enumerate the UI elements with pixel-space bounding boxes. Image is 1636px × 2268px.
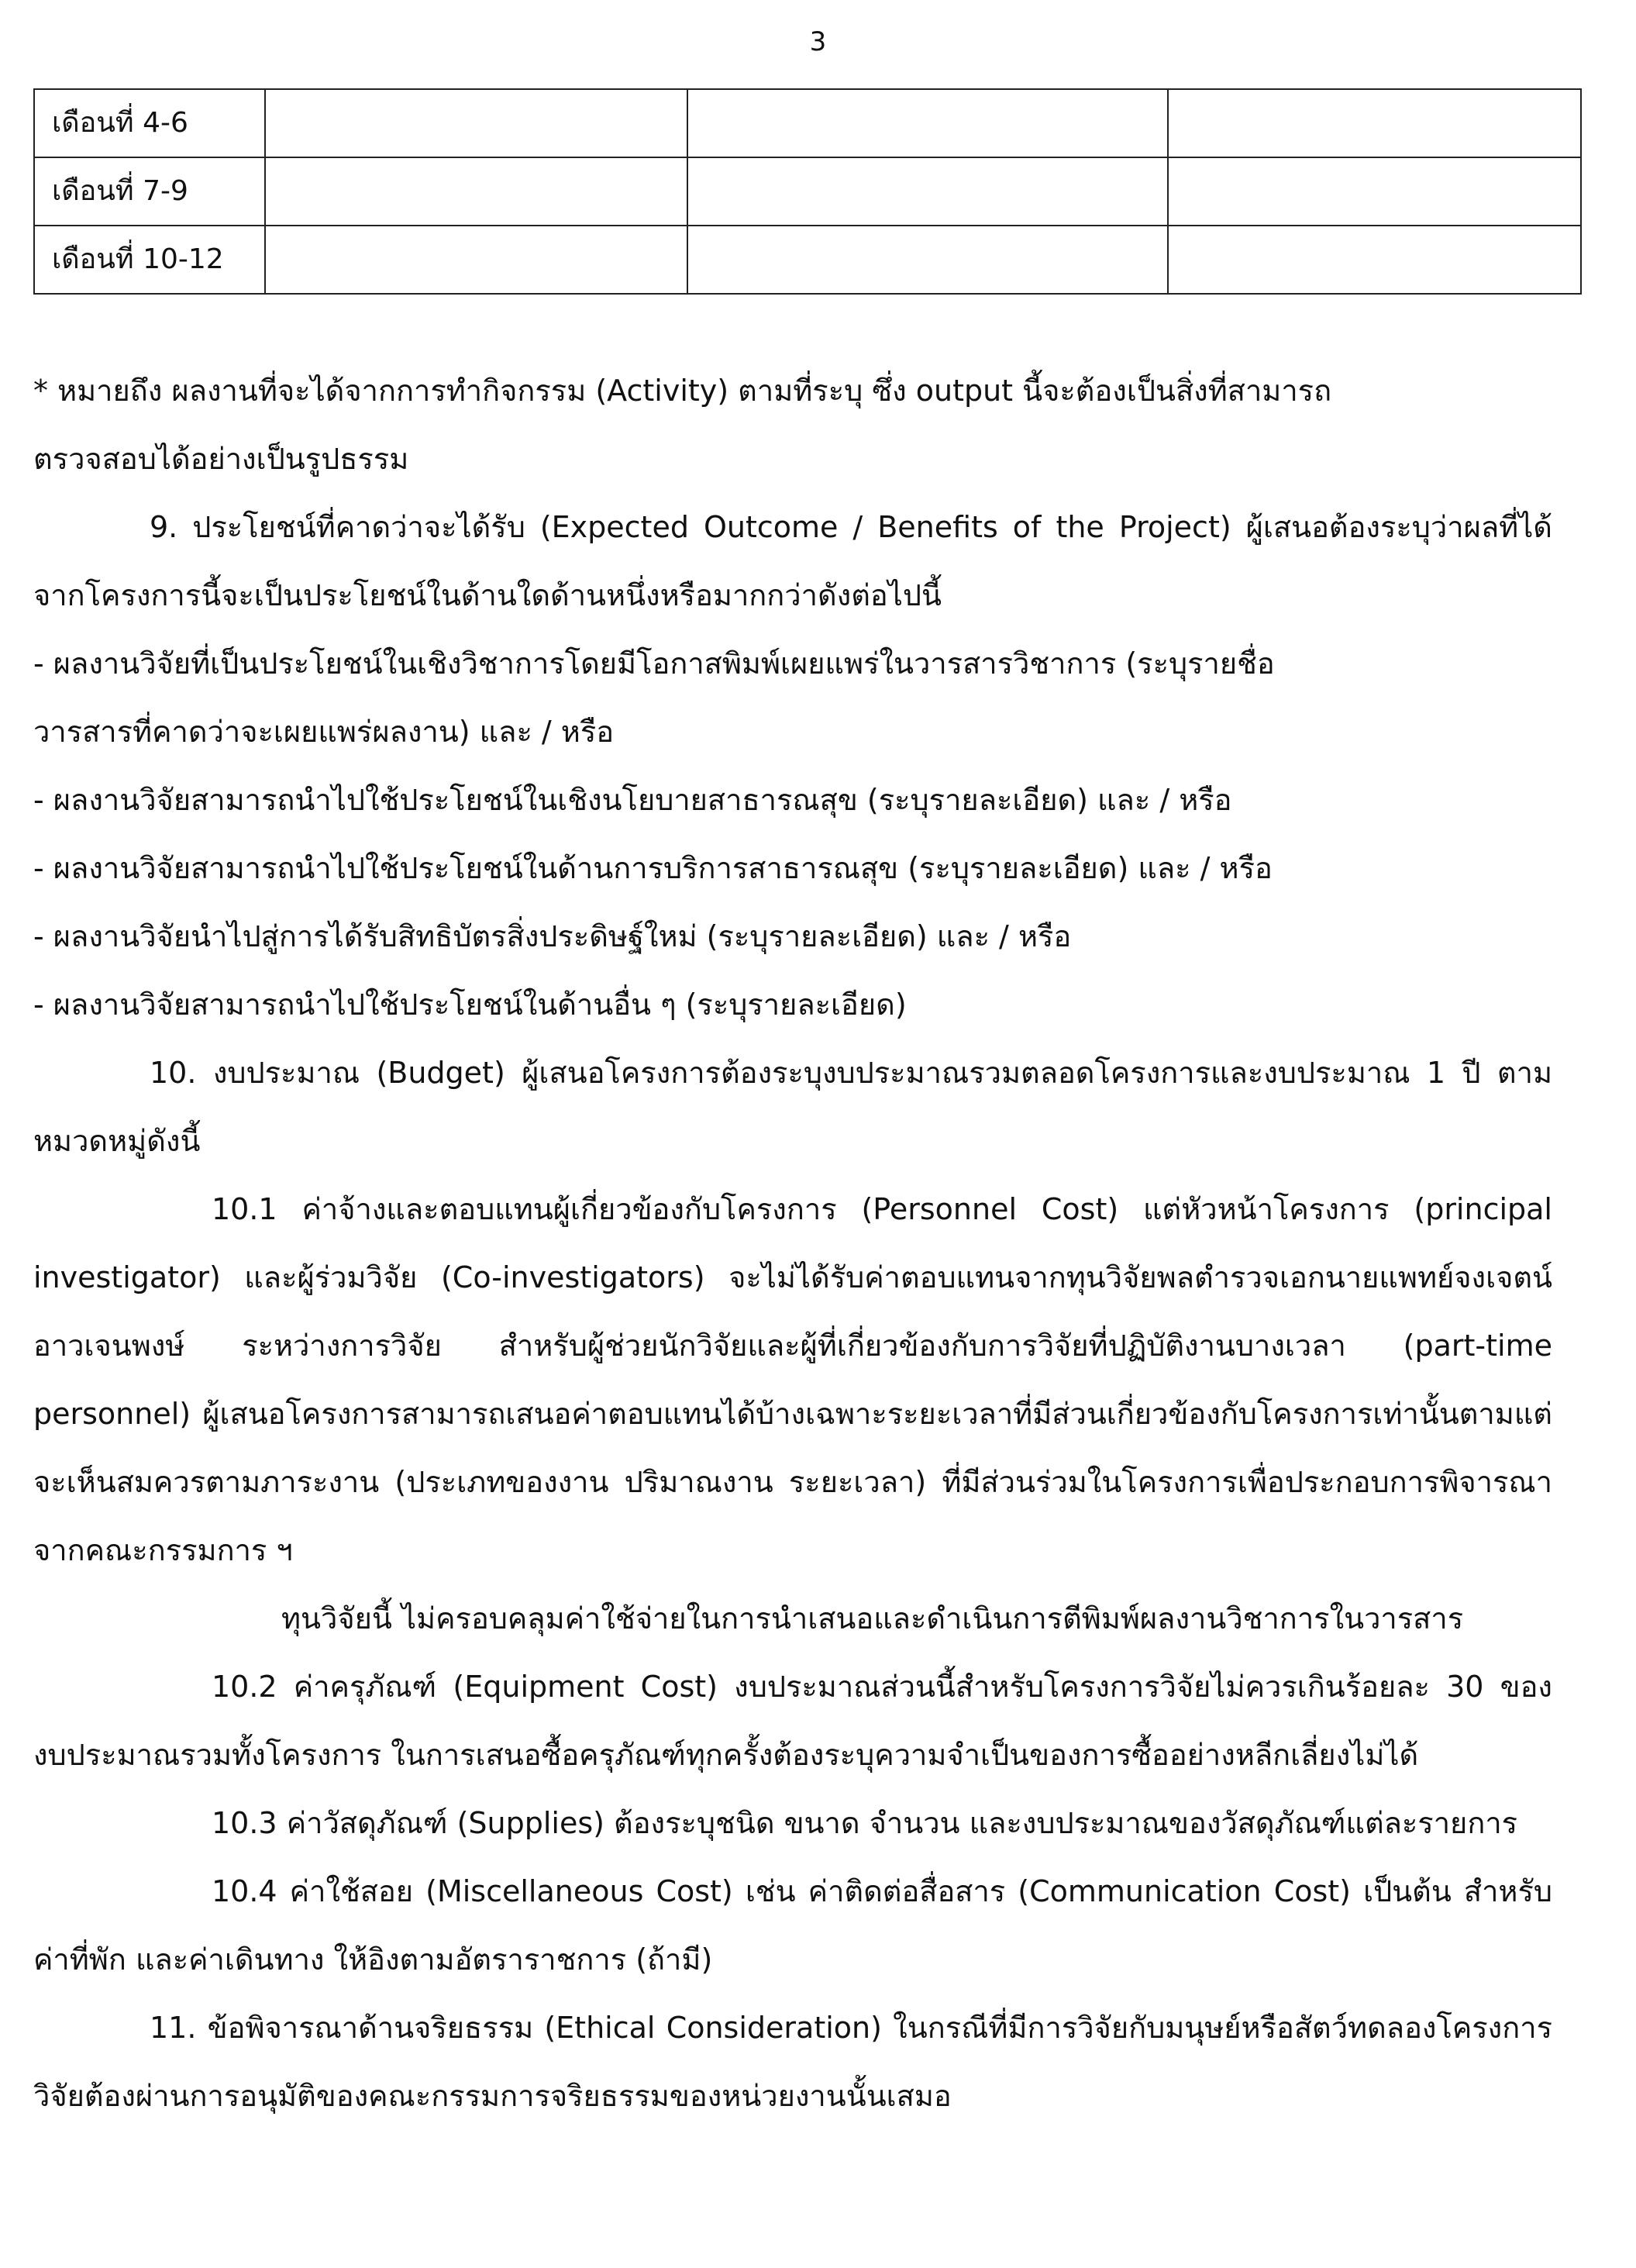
benefit-bullet-policy: - ผลงานวิจัยสามารถนำไปใช้ประโยชน์ในเชิงนโยบายสาธารณสุข (ระบุรายละเอียด) และ / หรือ [33,783,1232,817]
table-cell [265,226,687,294]
section-10-4-misc: 10.4 ค่าใช้สอย (Miscellaneous Cost) เช่น ค่าติดต่อสื่อสาร (Communication Cost) เป็นต้น สำหรับค่าที่พัก และค่าเดินทาง ให้อิงตามอัตราราชการ (ถ้ามี) [33,1874,1552,1977]
output-note-line1: * หมายถึง ผลงานที่จะได้จากการทำกิจกรรม (Activity) ตามที่ระบุ ซึ่ง output นี้จะต้องเป็นสิ่งที่สามารถ [33,374,1332,408]
section-10-2-equipment: 10.2 ค่าครุภัณฑ์ (Equipment Cost) งบประมาณส่วนนี้สำหรับโครงการวิจัยไม่ควรเกินร้อยละ 30 ของ งบประมาณรวมทั้งโครงการ ในการเสนอซื้อครุภัณฑ์ทุกครั้งต้องระบุความจำเป็นของการซื้ออย่างหลีกเลี่ยงไม่ได้ [33,1670,1552,1772]
section-10-intro: 10. งบประมาณ (Budget) ผู้เสนอโครงการต้องระบุงบประมาณรวมตลอดโครงการและงบประมาณ 1 ปี ตามหมวดหมู่ดังนี้ [33,1056,1552,1158]
section-10-3-supplies: 10.3 ค่าวัสดุภัณฑ์ (Supplies) ต้องระบุชนิด ขนาด จำนวน และงบประมาณของวัสดุภัณฑ์แต่ละรายการ [212,1806,1518,1840]
body-text [33,357,1552,2130]
page-number: 3 [809,26,827,57]
section-9-intro: 9. ประโยชน์ที่คาดว่าจะได้รับ (Expected Outcome / Benefits of the Project) ผู้เสนอต้องระบุว่าผลที่ได้จากโครงการนี้จะเป็นประโยชน์ในด้านใดด้านหนึ่งหรือมากกว่าดังต่อไปนี้ [33,510,1552,612]
table-row [34,226,1581,294]
row-label: เดือนที่ 7-9 [34,157,265,226]
benefit-bullet-other: - ผลงานวิจัยสามารถนำไปใช้ประโยชน์ในด้านอื่น ๆ (ระบุรายละเอียด) [33,988,907,1022]
benefit-bullet-service: - ผลงานวิจัยสามารถนำไปใช้ประโยชน์ในด้านการบริการสาธารณสุข (ระบุรายละเอียด) และ / หรือ [33,851,1273,885]
table-cell [265,89,687,157]
table-cell [687,89,1168,157]
section-11-ethics: 11. ข้อพิจารณาด้านจริยธรรม (Ethical Consideration) ในกรณีที่มีการวิจัยกับมนุษย์หรือสัตว์ทดลองโครงการวิจัยต้องผ่านการอนุมัติของคณะกรรมการจริยธรรมของหน่วยงานนั้นเสมอ [33,2011,1552,2113]
row-label: เดือนที่ 10-12 [34,226,265,294]
table-row [34,89,1581,157]
table-cell [1168,226,1581,294]
section-10-1-note: ทุนวิจัยนี้ ไม่ครอบคลุมค่าใช้จ่ายในการนำเสนอและดำเนินการตีพิมพ์ผลงานวิชาการในวารสาร [281,1601,1464,1636]
row-label: เดือนที่ 4-6 [34,89,265,157]
table-cell [687,157,1168,226]
benefit-bullet-academic-cont: วารสารที่คาดว่าจะเผยแพร่ผลงาน) และ / หรือ [33,715,615,749]
output-note-line2: ตรวจสอบได้อย่างเป็นรูปธรรม [33,442,409,476]
table-row [34,157,1581,226]
section-10-1-personnel: 10.1 ค่าจ้างและตอบแทนผู้เกี่ยวข้องกับโครงการ (Personnel Cost) แต่หัวหน้าโครงการ (principal investigator) และผู้ร่วมวิจัย (Co-investigators) จะไม่ได้รับค่าตอบแทนจากทุนวิจัยพลตำรวจเอกนายแพทย์จงเจตน์ อาวเจนพงษ์ ระหว่างการวิจัย สำหรับผู้ช่วยนักวิจัยและผู้ที่เกี่ยวข้องกับการวิจัยที่ปฏิบัติงานบางเวลา (part-time personnel) ผู้เสนอโครงการสามารถเสนอค่าตอบแทนได้บ้างเฉพาะระยะเวลาที่มีส่วนเกี่ยวข้องกับโครงการเท่านั้นตามแต่จะเห็นสมควรตามภาระงาน (ประเภทของงาน ปริมาณงาน ระยะเวลา) ที่มีส่วนร่วมในโครงการเพื่อประกอบการพิจารณาจากคณะกรรมการ ฯ [33,1192,1552,1567]
table-cell [1168,157,1581,226]
benefit-bullet-academic: - ผลงานวิจัยที่เป็นประโยชน์ในเชิงวิชาการโดยมีโอกาสพิมพ์เผยแพร่ในวารสารวิชาการ (ระบุรายชื่อ [33,646,1275,681]
schedule-table [33,88,1582,295]
benefit-bullet-patent: - ผลงานวิจัยนำไปสู่การได้รับสิทธิบัตรสิ่งประดิษฐ์ใหม่ (ระบุรายละเอียด) และ / หรือ [33,919,1072,953]
table-cell [1168,89,1581,157]
table-cell [687,226,1168,294]
table-cell [265,157,687,226]
